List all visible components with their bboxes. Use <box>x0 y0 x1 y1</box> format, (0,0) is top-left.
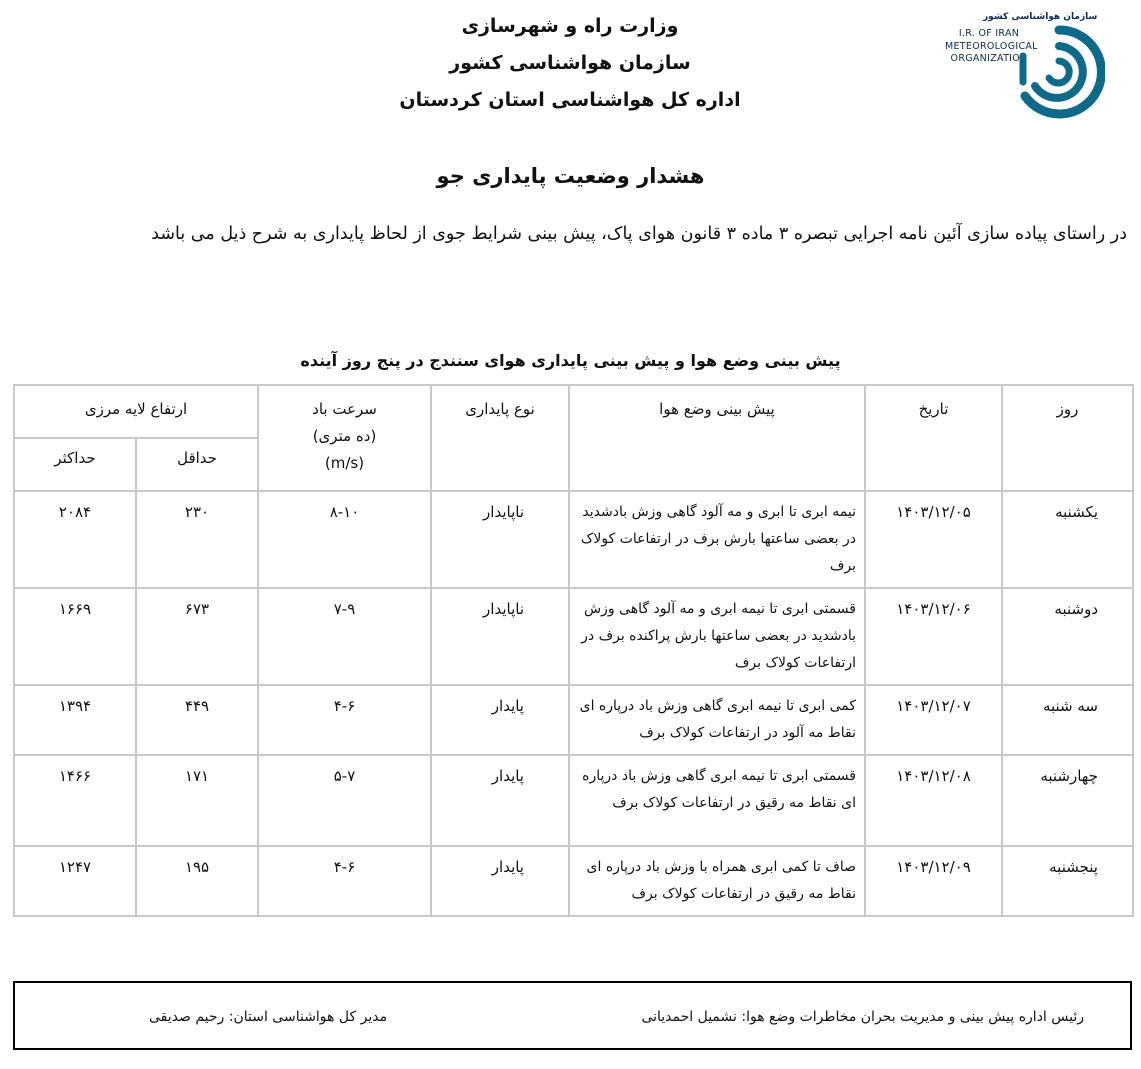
header-day: روز <box>1002 385 1133 491</box>
table-row <box>14 685 1133 755</box>
director-general-signature: مدیر کل هواشناسی استان: رحیم صدیقی <box>149 1009 388 1025</box>
cell-day: چهارشنبه <box>1002 755 1133 846</box>
meteorological-organization-logo <box>945 8 1105 133</box>
logo-en-line-3: ORGANIZATION <box>950 53 1028 64</box>
table-row <box>14 846 1133 916</box>
header-max: حداکثر <box>14 438 136 491</box>
header-date: تاریخ <box>865 385 1002 491</box>
cell-date: ۱۴۰۳/۱۲/۰۵ <box>865 491 1002 588</box>
ministry-name: وزارت راه و شهرسازی <box>461 15 679 37</box>
header-forecast: پیش بینی وضع هوا <box>569 385 865 491</box>
cell-min: ۶۷۳ <box>136 588 258 685</box>
cell-forecast: کمی ابری تا نیمه ابری گاهی وزش باد درپاره ای نقاط مه آلود در ارتفاعات کولاک برف <box>569 685 865 755</box>
warning-title: هشدار وضعیت پایداری جو <box>436 164 705 188</box>
header-boundary-layer: ارتفاع لایه مرزی <box>14 385 258 438</box>
header-wind-line-3: (m/s) <box>324 454 365 472</box>
logo-persian-text: سازمان هواشناسی کشور <box>983 12 1098 22</box>
cell-date: ۱۴۰۳/۱۲/۰۶ <box>865 588 1002 685</box>
header-wind-line-1: سرعت باد <box>312 400 377 418</box>
cell-max: ۱۴۶۶ <box>14 755 136 846</box>
signature-box <box>13 981 1132 1050</box>
table-title: پیش بینی وضع هوا و پیش بینی پایداری هوای سنندج در پنج روز آینده <box>300 351 841 370</box>
cell-day: پنجشنبه <box>1002 846 1133 916</box>
logo-en-line-1: I.R. OF IRAN <box>958 28 1020 39</box>
letterhead <box>300 8 840 119</box>
cell-min: ۲۳۰ <box>136 491 258 588</box>
cell-stability: ناپایدار <box>431 491 569 588</box>
cell-day: سه شنبه <box>1002 685 1133 755</box>
cell-stability: پایدار <box>431 846 569 916</box>
cell-date: ۱۴۰۳/۱۲/۰۹ <box>865 846 1002 916</box>
header-stability: نوع پایداری <box>431 385 569 491</box>
cell-day: یکشنبه <box>1002 491 1133 588</box>
cell-wind: ۷-۹ <box>258 588 431 685</box>
intro-paragraph: در راستای پیاده سازی آئین نامه اجرایی تبصره ۳ ماده ۳ قانون هوای پاک، پیش بینی شرایط جوی از لحاظ پایداری به شرح ذیل می باشد <box>151 224 1127 244</box>
cell-stability: پایدار <box>431 685 569 755</box>
cell-max: ۲۰۸۴ <box>14 491 136 588</box>
forecast-table <box>13 384 1134 917</box>
cell-max: ۱۳۹۴ <box>14 685 136 755</box>
cell-wind: ۴-۶ <box>258 685 431 755</box>
header-min: حداقل <box>136 438 258 491</box>
cell-forecast: نیمه ابری تا ابری و مه آلود گاهی وزش بادشدید در بعضی ساعتها بارش برف در ارتفاعات کولاک برف <box>569 491 865 588</box>
cell-stability: پایدار <box>431 755 569 846</box>
cell-forecast: قسمتی ابری تا نیمه ابری گاهی وزش باد درپاره ای نقاط مه رقیق در ارتفاعات کولاک برف <box>569 755 865 846</box>
table-row <box>14 588 1133 685</box>
logo-en-line-2: METEOROLOGICAL <box>945 40 1038 52</box>
logo-spiral-icon <box>1013 16 1105 132</box>
cell-stability: ناپایدار <box>431 588 569 685</box>
cell-max: ۱۲۴۷ <box>14 846 136 916</box>
cell-date: ۱۴۰۳/۱۲/۰۷ <box>865 685 1002 755</box>
header-wind-line-2: (ده متری) <box>312 427 377 445</box>
cell-min: ۱۷۱ <box>136 755 258 846</box>
cell-max: ۱۶۶۹ <box>14 588 136 685</box>
cell-min: ۴۴۹ <box>136 685 258 755</box>
organization-name: سازمان هواشناسی کشور <box>449 52 691 74</box>
cell-wind: ۸-۱۰ <box>258 491 431 588</box>
cell-day: دوشنبه <box>1002 588 1133 685</box>
cell-date: ۱۴۰۳/۱۲/۰۸ <box>865 755 1002 846</box>
cell-wind: ۵-۷ <box>258 755 431 846</box>
cell-wind: ۴-۶ <box>258 846 431 916</box>
table-row <box>14 755 1133 846</box>
cell-min: ۱۹۵ <box>136 846 258 916</box>
head-of-forecast-signature: رئیس اداره پیش بینی و مدیریت بحران مخاطرات وضع هوا: نشمیل احمدیانی <box>641 1009 1084 1025</box>
table-row <box>14 491 1133 588</box>
provincial-office-name: اداره کل هواشناسی استان کردستان <box>399 89 741 111</box>
cell-forecast: صاف تا کمی ابری همراه با وزش باد درپاره ای نقاط مه رقیق در ارتفاعات کولاک برف <box>569 846 865 916</box>
header-wind-speed <box>258 385 431 491</box>
cell-forecast: قسمتی ابری تا نیمه ابری و مه آلود گاهی وزش بادشدید در بعضی ساعتها بارش پراکنده برف در ارتفاعات کولاک برف <box>569 588 865 685</box>
